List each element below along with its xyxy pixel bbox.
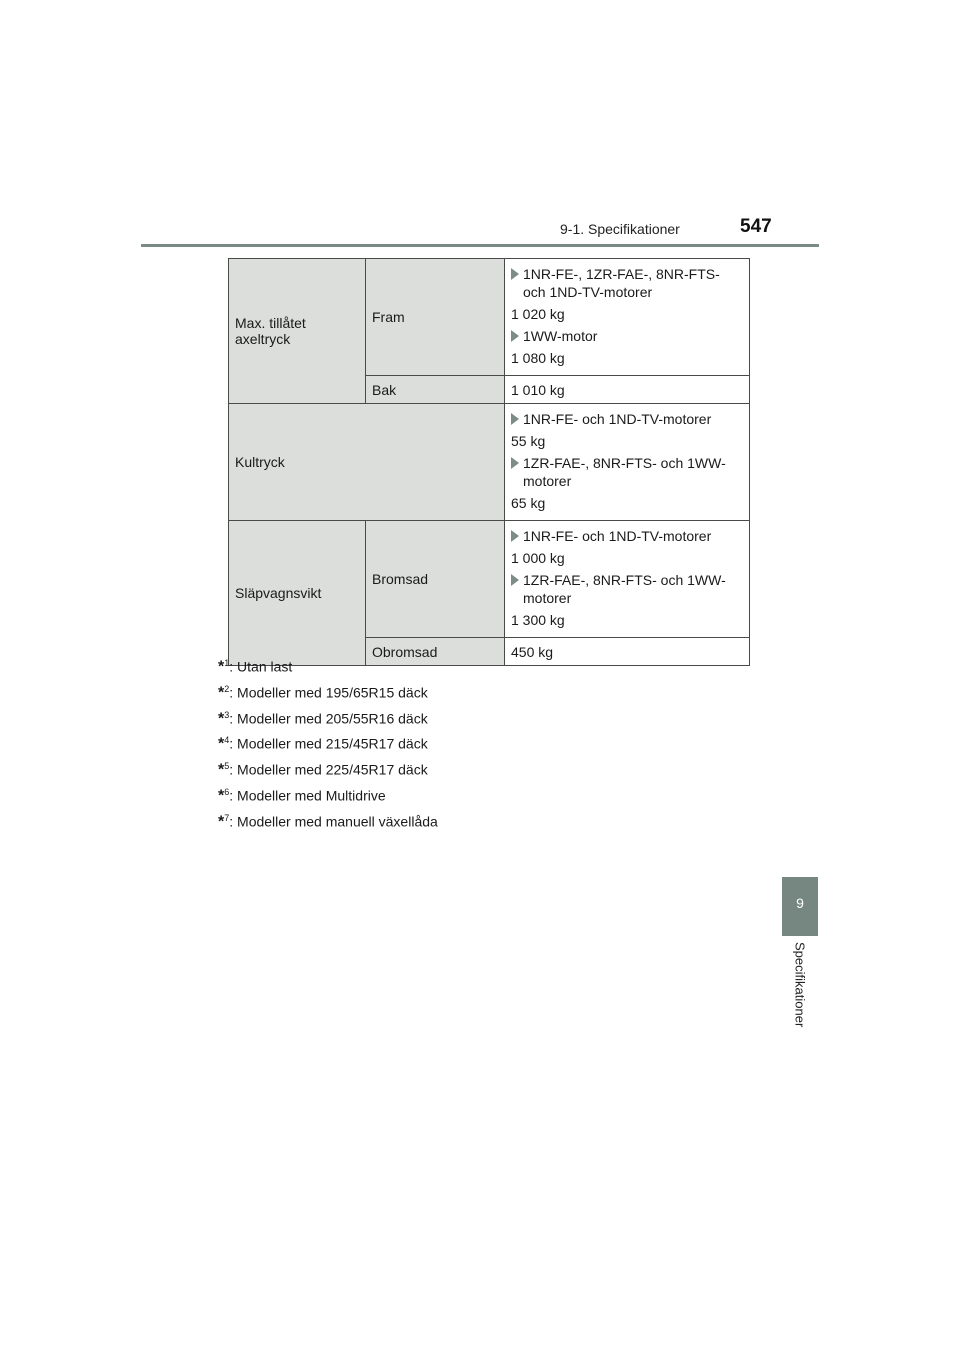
rear-label: Bak xyxy=(366,376,505,404)
ball-value-cell xyxy=(505,404,750,521)
front-value-cell xyxy=(505,259,750,376)
page-number: 547 xyxy=(740,216,772,237)
footnote xyxy=(218,755,738,781)
chapter-label xyxy=(782,942,818,1052)
list-item xyxy=(511,265,743,301)
engine-text: 1NR-FE-, 1ZR-FAE-, 8NR-FTS- och 1ND-TV-motorer xyxy=(523,266,720,300)
footnote xyxy=(218,729,738,755)
footnote xyxy=(218,652,738,678)
footnote-text: : Utan last xyxy=(229,658,293,675)
list-item xyxy=(511,454,743,490)
footnote-star: * xyxy=(218,684,225,702)
section-title: 9-1. Specifikationer xyxy=(560,221,680,237)
axle-label: Max. tillåtet axeltryck xyxy=(229,259,366,404)
header-divider xyxy=(141,244,819,247)
footnote-number: 7 xyxy=(224,812,230,823)
footnote-star: * xyxy=(218,761,225,779)
unbraked-value: 450 kg xyxy=(505,638,750,666)
footnote-text: : Modeller med 205/55R16 däck xyxy=(229,710,428,727)
table-row xyxy=(229,521,750,638)
weight-value: 1 300 kg xyxy=(511,612,565,628)
footnote xyxy=(218,781,738,807)
footnote-star: * xyxy=(218,787,225,805)
table-row xyxy=(229,404,750,521)
footnote-number: 4 xyxy=(224,735,230,746)
specification-table xyxy=(228,258,750,666)
footnote-number: 3 xyxy=(224,709,230,720)
weight-value: 55 kg xyxy=(511,433,546,449)
weight-value: 1 080 kg xyxy=(511,350,565,366)
footnote xyxy=(218,678,738,704)
list-item xyxy=(511,327,743,345)
trailer-label: Släpvagnsvikt xyxy=(229,521,366,666)
footnote-number: 1 xyxy=(224,658,230,668)
footnote-star: * xyxy=(218,736,225,754)
braked-label: Bromsad xyxy=(366,521,505,638)
chapter-number: 9 xyxy=(796,895,804,911)
rear-value: 1 010 kg xyxy=(505,376,750,404)
ball-label: Kultryck xyxy=(229,404,505,521)
triangle-bullet-icon xyxy=(511,330,519,342)
chapter-tab[interactable] xyxy=(782,877,818,936)
engine-text: 1NR-FE- och 1ND-TV-motorer xyxy=(523,411,712,427)
triangle-bullet-icon xyxy=(511,268,519,280)
footnote-number: 6 xyxy=(224,786,230,797)
footnote-text: : Modeller med 225/45R17 däck xyxy=(229,761,428,778)
footnote xyxy=(218,704,738,730)
footnote-star: * xyxy=(218,813,225,831)
footnote-text: : Modeller med 195/65R15 däck xyxy=(229,684,428,701)
unbraked-label: Obromsad xyxy=(366,638,505,666)
footnote-text: : Modeller med Multidrive xyxy=(229,787,386,804)
braked-value-cell xyxy=(505,521,750,638)
footnote-star: * xyxy=(218,658,225,676)
triangle-bullet-icon xyxy=(511,574,519,586)
triangle-bullet-icon xyxy=(511,457,519,469)
weight-value: 65 kg xyxy=(511,495,546,511)
list-item xyxy=(511,410,743,428)
weight-value: 1 000 kg xyxy=(511,550,565,566)
footnote xyxy=(218,807,738,833)
table-row xyxy=(229,259,750,376)
engine-text: 1ZR-FAE-, 8NR-FTS- och 1WW-motorer xyxy=(523,572,726,606)
weight-value: 1 020 kg xyxy=(511,306,565,322)
footnote-star: * xyxy=(218,710,225,728)
triangle-bullet-icon xyxy=(511,530,519,542)
list-item xyxy=(511,527,743,545)
engine-text: 1ZR-FAE-, 8NR-FTS- och 1WW-motorer xyxy=(523,455,726,489)
front-label: Fram xyxy=(366,259,505,376)
chapter-label-text: Specifikationer xyxy=(792,942,808,1028)
triangle-bullet-icon xyxy=(511,413,519,425)
footnotes xyxy=(218,652,738,833)
engine-text: 1WW-motor xyxy=(523,328,598,344)
footnote-text: : Modeller med 215/45R17 däck xyxy=(229,736,428,753)
engine-text: 1NR-FE- och 1ND-TV-motorer xyxy=(523,528,712,544)
list-item xyxy=(511,571,743,607)
footnote-text: : Modeller med manuell växellåda xyxy=(229,813,438,830)
footnote-number: 5 xyxy=(224,761,230,772)
footnote-number: 2 xyxy=(224,683,230,694)
